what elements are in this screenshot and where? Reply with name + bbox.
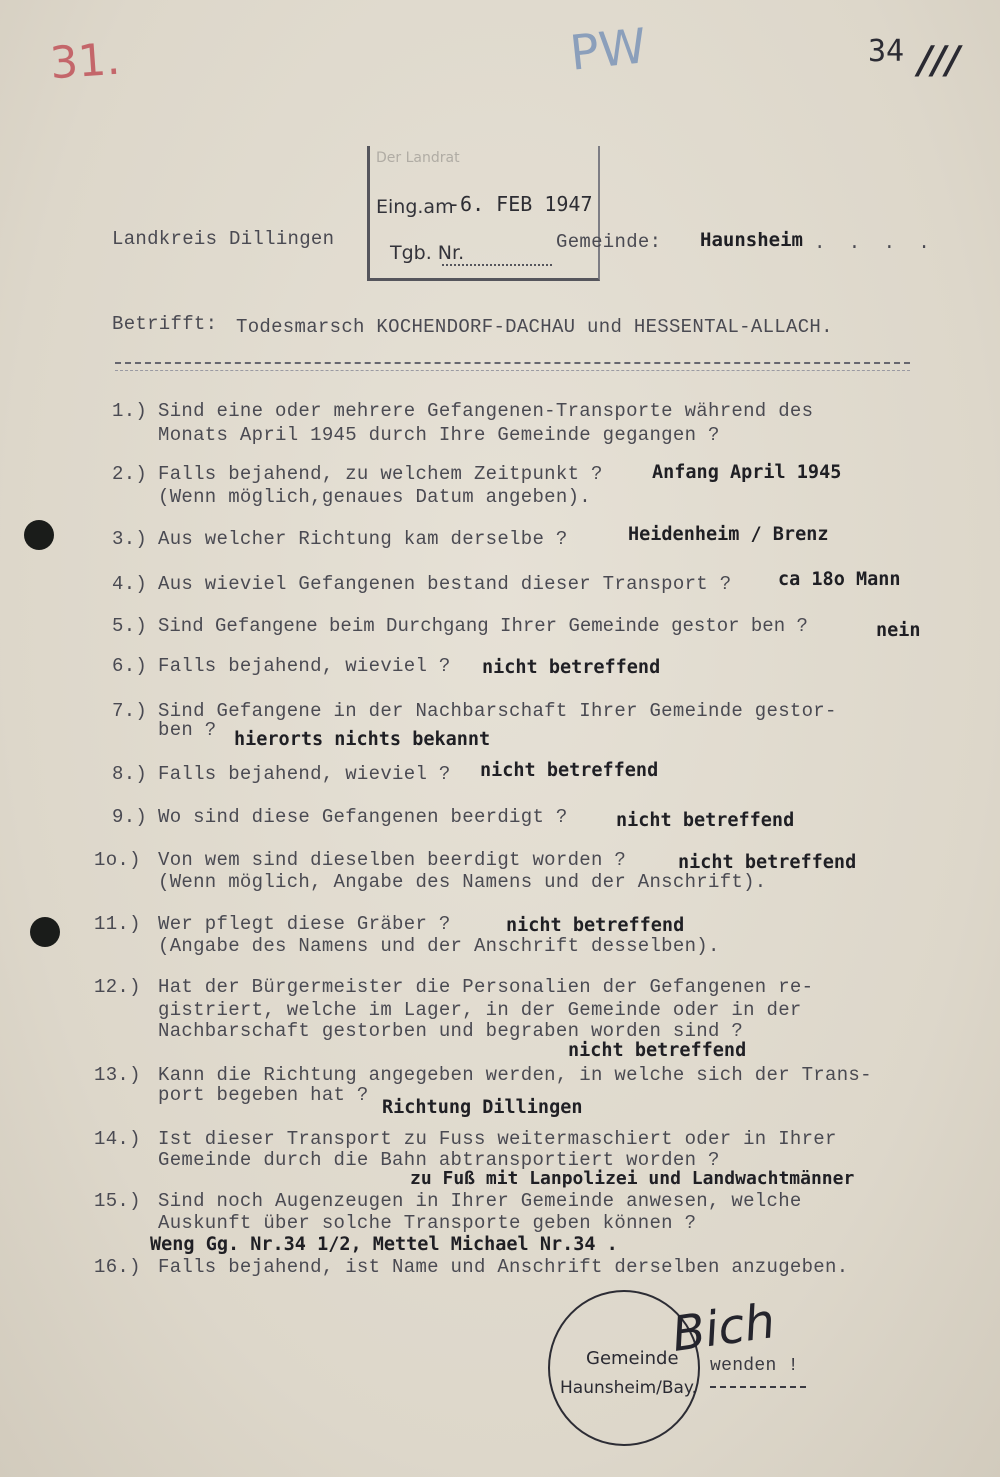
- question-number: 14.): [94, 1128, 141, 1150]
- answer-12: nicht betreffend: [568, 1040, 747, 1061]
- page-number: 34: [868, 34, 905, 69]
- archive-number: 31.: [48, 33, 122, 90]
- question-number: 2.): [112, 463, 148, 485]
- question-text: Aus welcher Richtung kam derselbe ?: [158, 528, 568, 550]
- answer-14: zu Fuß mit Lanpolizei und Landwachtmänner: [410, 1168, 855, 1189]
- question-4: [112, 573, 731, 595]
- answer-9: nicht betreffend: [616, 810, 795, 831]
- mayor-signature: Bich: [668, 1293, 779, 1363]
- question-number: 5.): [112, 615, 148, 637]
- question-1-cont: Monats April 1945 durch Ihre Gemeinde gegangen ?: [158, 424, 720, 446]
- question-text: Sind Gefangene in der Nachbarschaft Ihrer Gemeinde gestor-: [158, 700, 837, 722]
- question-text: Hat der Bürgermeister die Personalien der Gefangenen re-: [158, 976, 814, 998]
- question-number: 16.): [94, 1256, 141, 1278]
- tally-mark: ///: [913, 38, 965, 82]
- question-3: [112, 528, 568, 550]
- answer-4: ca 18o Mann: [778, 569, 901, 590]
- question-14: [94, 1128, 837, 1150]
- question-16: [94, 1256, 848, 1278]
- answer-5: nein: [876, 620, 921, 641]
- stamp-received-label: Eing.am: [376, 196, 454, 218]
- answer-11: nicht betreffend: [506, 915, 685, 936]
- question-text: Wer pflegt diese Gräber ?: [158, 913, 451, 935]
- answer-6: nicht betreffend: [482, 657, 661, 678]
- stamp-received-date: -6. FEB 1947: [448, 192, 593, 216]
- question-number: 7.): [112, 700, 148, 722]
- question-9: [112, 806, 568, 828]
- answer-3: Heidenheim / Brenz: [628, 524, 829, 545]
- municipality-label: Gemeinde:: [556, 231, 662, 253]
- question-8: [112, 763, 451, 785]
- question-11: [94, 913, 451, 935]
- question-5: [112, 615, 808, 637]
- question-6: [112, 655, 451, 677]
- question-number: 9.): [112, 806, 148, 828]
- question-13: [94, 1064, 872, 1086]
- stamp-register-label: Tgb. Nr.: [390, 242, 465, 264]
- question-7-cont: ben ?: [158, 719, 217, 741]
- question-14-cont: Gemeinde durch die Bahn abtransportiert worden ?: [158, 1149, 720, 1171]
- answer-15: Weng Gg. Nr.34 1/2, Mettel Michael Nr.34 .: [150, 1234, 618, 1255]
- district-name: Landkreis Dillingen: [112, 228, 335, 250]
- question-1: [112, 400, 813, 422]
- question-12-cont: gistriert, welche im Lager, in der Gemeinde oder in der: [158, 999, 802, 1021]
- question-12-cont2: Nachbarschaft gestorben und begraben worden sind ?: [158, 1020, 744, 1042]
- question-text: Von wem sind dieselben beerdigt worden ?: [158, 849, 627, 871]
- question-text: Sind noch Augenzeugen in Ihrer Gemeinde anwesen, welche: [158, 1190, 802, 1212]
- question-text: Falls bejahend, ist Name und Anschrift derselben anzugeben.: [158, 1256, 849, 1278]
- question-12: [94, 976, 813, 998]
- question-text: Ist dieser Transport zu Fuss weitermaschiert oder in Ihrer: [158, 1128, 837, 1150]
- question-number: 13.): [94, 1064, 141, 1086]
- answer-7: hierorts nichts bekannt: [234, 729, 491, 750]
- question-text: Aus wieviel Gefangenen bestand dieser Transport ?: [158, 573, 732, 595]
- question-number: 6.): [112, 655, 148, 677]
- question-number: 1.): [112, 400, 148, 422]
- seal-line-2: Haunsheim/Bay.: [560, 1378, 697, 1398]
- question-7: [112, 700, 837, 722]
- question-number: 3.): [112, 528, 148, 550]
- question-number: 8.): [112, 763, 148, 785]
- initials-mark: PW: [567, 18, 650, 82]
- answer-13: Richtung Dillingen: [382, 1097, 583, 1118]
- stamp-register-line: [442, 264, 552, 266]
- answer-2: Anfang April 1945: [652, 462, 842, 483]
- question-text: Sind Gefangene beim Durchgang Ihrer Gemeinde gestor ben ?: [158, 615, 808, 637]
- question-15: [94, 1190, 802, 1212]
- question-number: 1o.): [94, 849, 141, 871]
- punch-hole-top: [24, 520, 54, 550]
- question-2-cont: (Wenn möglich,genaues Datum angeben).: [158, 486, 591, 508]
- separator-line: [115, 362, 910, 364]
- question-11-cont: (Angabe des Namens und der Anschrift desselben).: [158, 935, 720, 957]
- answer-10: nicht betreffend: [678, 852, 857, 873]
- question-15-cont: Auskunft über solche Transporte geben können ?: [158, 1212, 697, 1234]
- question-2: [112, 463, 603, 485]
- answer-8: nicht betreffend: [480, 760, 659, 781]
- question-number: 4.): [112, 573, 148, 595]
- turn-over-note: wenden !: [710, 1356, 799, 1376]
- subject-label: Betrifft:: [112, 313, 218, 335]
- municipality-value: Haunsheim: [700, 229, 803, 251]
- question-text: Falls bejahend, zu welchem Zeitpunkt ?: [158, 463, 603, 485]
- question-text: Sind eine oder mehrere Gefangenen-Transporte während des: [158, 400, 814, 422]
- question-10-cont: (Wenn möglich, Angabe des Namens und der Anschrift).: [158, 871, 767, 893]
- separator-line-faint: [115, 370, 910, 371]
- question-number: 15.): [94, 1190, 141, 1212]
- received-stamp: [367, 146, 600, 281]
- stamp-faded-line: Der Landrat: [376, 150, 460, 166]
- punch-hole-bottom: [30, 917, 60, 947]
- subject-text: Todesmarsch KOCHENDORF-DACHAU und HESSENTAL-ALLACH.: [236, 316, 833, 338]
- seal-line-1: Gemeinde: [586, 1348, 679, 1369]
- question-text: Falls bejahend, wieviel ?: [158, 655, 451, 677]
- question-number: 11.): [94, 913, 141, 935]
- question-text: Kann die Richtung angegeben werden, in welche sich der Trans-: [158, 1064, 872, 1086]
- question-text: Wo sind diese Gefangenen beerdigt ?: [158, 806, 568, 828]
- question-10: [94, 849, 626, 871]
- question-text: Falls bejahend, wieviel ?: [158, 763, 451, 785]
- question-number: 12.): [94, 976, 141, 998]
- question-13-cont: port begeben hat ?: [158, 1084, 369, 1106]
- turn-over-underline: [710, 1386, 806, 1388]
- municipality-dots: . . . .: [814, 232, 936, 254]
